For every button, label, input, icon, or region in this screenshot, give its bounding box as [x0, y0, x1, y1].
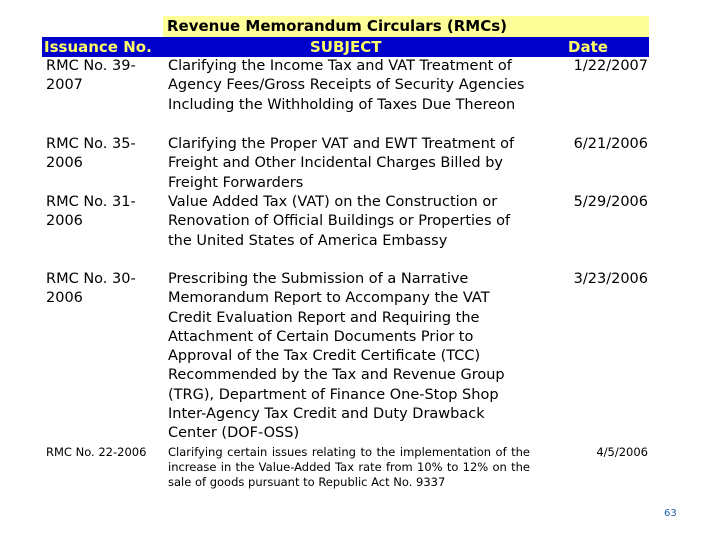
- subject-text: Clarifying certain issues relating to the implementation of the increase in the Value-Added Tax rate from 10% to 12% on the sale of goods pursuant to Republic Act No. 9337: [168, 445, 530, 489]
- subject-text: Clarifying the Proper VAT and EWT Treatment of Freight and Other Incidental Charges Billed by Freight Forwarders: [168, 136, 515, 191]
- issue-date: 1/22/2007: [573, 58, 648, 74]
- table-title: Revenue Memorandum Circulars (RMCs): [163, 16, 649, 37]
- issue-date: 3/23/2006: [573, 271, 648, 287]
- subject-text: Prescribing the Submission of a Narrative Memorandum Report to Accompany the VAT Credit Evaluation Report and Requiring the Attachment of Certain Documents Prior to Approval of the Tax Credit Certificate (TCC) Recommended by the Tax and Revenue Group (TRG), Department of Finance One-Stop Shop Inter-Agency Tax Credit and Duty Drawback Center (DOF-OSS): [168, 271, 505, 442]
- issuance-number: RMC No. 30-2006: [46, 271, 136, 307]
- header-subject: SUBJECT: [310, 38, 382, 56]
- subject-text: Value Added Tax (VAT) on the Construction or Renovation of Official Buildings or Properties of the United States of America Embassy: [168, 194, 511, 249]
- header-date: Date: [568, 38, 608, 56]
- issuance-number: RMC No. 35-2006: [46, 136, 136, 172]
- page-number: 63: [664, 508, 677, 519]
- issue-date: 4/5/2006: [596, 445, 648, 459]
- subject-text: Clarifying the Income Tax and VAT Treatment of Agency Fees/Gross Receipts of Security Agencies Including the Withholding of Taxes Due Thereon: [168, 58, 525, 113]
- issue-date: 5/29/2006: [573, 194, 648, 210]
- table-header: [42, 37, 649, 57]
- header-issuance: Issuance No.: [44, 38, 152, 56]
- issue-date: 6/21/2006: [573, 136, 648, 152]
- issuance-number: RMC No. 22-2006: [46, 445, 147, 459]
- issuance-number: RMC No. 31-2006: [46, 194, 136, 230]
- issuance-number: RMC No. 39-2007: [46, 58, 136, 94]
